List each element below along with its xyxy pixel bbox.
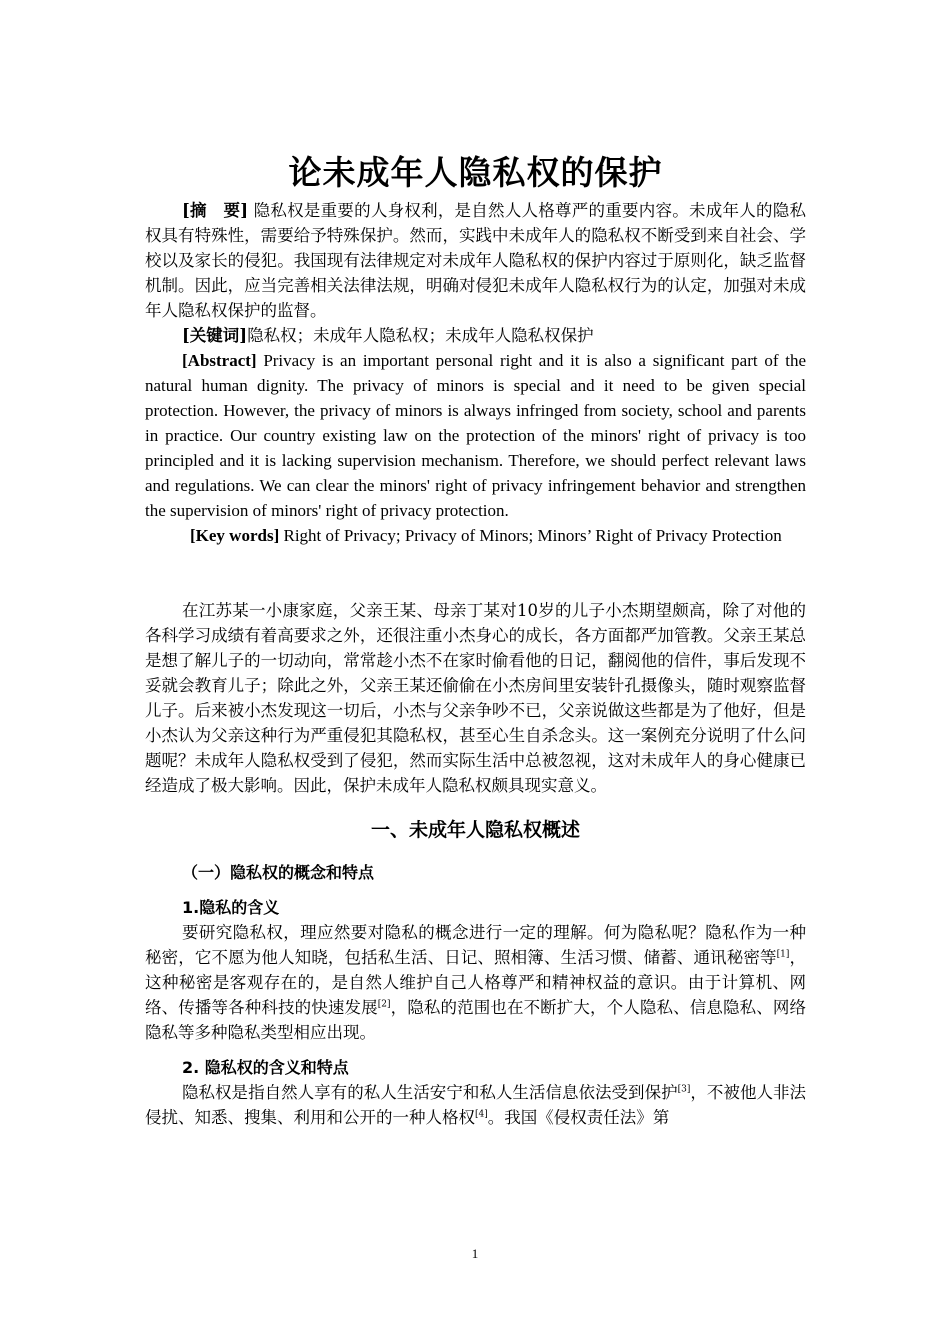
page-number: 1 — [471, 1246, 479, 1261]
page-content — [145, 150, 806, 1130]
item-2-text-b: ，不被他人非法侵扰、知悉、搜集、利用和公开的一种人格权 — [145, 1083, 807, 1127]
item-1-text-c: ，隐私的范围也在不断扩大，个人隐私、信息隐私、网络隐私等多种隐私类型相应出现。 — [145, 998, 807, 1042]
abstract-en — [145, 348, 806, 523]
citation-3: [3] — [677, 1084, 691, 1095]
item-2-heading: 2. 隐私权的含义和特点 — [182, 1058, 349, 1077]
item-2-paragraph — [145, 1080, 806, 1130]
citation-4: [4] — [475, 1109, 488, 1120]
citation-2: [2] — [377, 999, 391, 1010]
abstract-en-label: [Abstract] — [182, 351, 257, 370]
item-1-text-a: 要研究隐私权，理应然要对隐私的概念进行一定的理解。何为隐私呢？隐私作为一种秘密，它不愿为他人知晓，包括私生活、日记、照相簿、生活习惯、储蓄、通讯秘密等 — [145, 923, 806, 967]
citation-1: [1] — [776, 949, 790, 960]
section-1-heading: 一、未成年人隐私权概述 — [370, 819, 580, 841]
keywords-en-label: [Key words] — [190, 526, 280, 545]
spacer — [145, 548, 806, 598]
paper-title: 论未成年人隐私权的保护 — [288, 153, 663, 192]
keywords-en-text: Right of Privacy; Privacy of Minors; Minors’ Right of Privacy Protection — [279, 526, 782, 545]
item-2-text-a: 隐私权是指自然人享有的私人生活安宁和私人生活信息依法受到保护 — [182, 1083, 678, 1102]
item-1-heading: 1.隐私的含义 — [182, 898, 280, 917]
abstract-cn — [145, 198, 806, 323]
item-1-text-b: ，这种秘密是客观存在的，是自然人维护自己人格尊严和精神权益的意识。由于计算机、网络、传播等各种科技的快速发展 — [145, 948, 807, 1017]
item-2-text-c: 。我国《侵权责任法》第 — [487, 1108, 670, 1127]
keywords-cn — [145, 323, 806, 348]
abstract-en-text: Privacy is an important personal right and it is also a significant part of the natural human dignity. The privacy of minors is special and it need to be given special protection. However, the privacy of minors is always infringed from society, school and parents in practice. Our country existing law on the protection of the minors' right of privacy is too principled and it is lacking supervision mechanism. Therefore, we should perfect relevant laws and regulations. We can clear the minors' right of privacy infringement behavior and strengthen the supervision of minors' right of privacy protection. — [145, 351, 806, 520]
subsection-1-heading: （一）隐私权的概念和特点 — [182, 863, 375, 882]
keywords-cn-label: [关键词] — [182, 326, 248, 345]
abstract-cn-label: [摘 要] — [182, 201, 249, 220]
keywords-cn-text: 隐私权；未成年人隐私权；未成年人隐私权保护 — [247, 326, 594, 345]
keywords-en — [145, 523, 806, 548]
abstract-cn-text: 隐私权是重要的人身权利，是自然人人格尊严的重要内容。未成年人的隐私权具有特殊性，需要给予特殊保护。然而，实践中未成年人的隐私权不断受到来自社会、学校以及家长的侵犯。我国现有法律规定对未成年人隐私权的保护内容过于原则化，缺乏监督机制。因此，应当完善相关法律法规，明确对侵犯未成年人隐私权行为的认定，加强对未成年人隐私权保护的监督。 — [145, 201, 806, 320]
item-1-paragraph — [145, 920, 806, 1045]
intro-paragraph: 在江苏某一小康家庭，父亲王某、母亲丁某对10岁的儿子小杰期望颇高，除了对他的各科学习成绩有着高要求之外，还很注重小杰身心的成长，各方面都严加管教。父亲王某总是想了解儿子的一切动向，常常趁小杰不在家时偷看他的日记，翻阅他的信件，事后发现不妥就会教育儿子；除此之外，父亲王某还偷偷在小杰房间里安装针孔摄像头，随时观察监督儿子。后来被小杰发现这一切后，小杰与父亲争吵不已，父亲说做这些都是为了他好，但是小杰认为父亲这种行为严重侵犯其隐私权，甚至心生自杀念头。这一案例充分说明了什么问题呢？未成年人隐私权受到了侵犯，然而实际生活中总被忽视，这对未成年人的身心健康已经造成了极大影响。因此，保护未成年人隐私权颇具现实意义。 — [145, 601, 806, 795]
